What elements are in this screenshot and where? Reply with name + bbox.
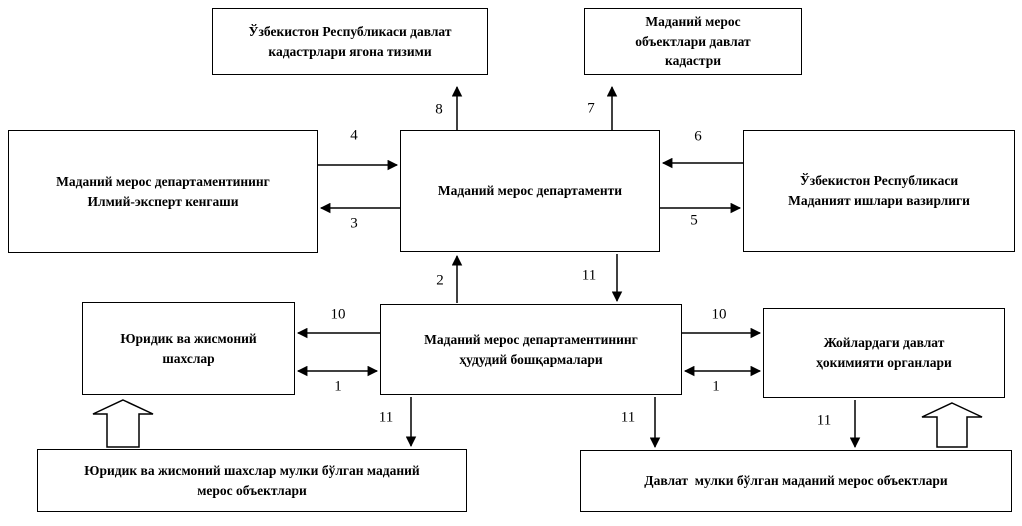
- arrow-label-11-center: 11: [620, 409, 636, 426]
- arrow-label-1-left: 1: [334, 378, 342, 395]
- box-unified-state-cadastre-system-label: Ўзбекистон Республикаси давлат кадастрлари ягона тизими: [248, 23, 455, 59]
- box-private-heritage-objects: [37, 449, 467, 512]
- arrow-label-2: 2: [436, 272, 444, 289]
- box-cultural-heritage-department: [400, 130, 660, 252]
- box-private-heritage-objects-label: Юридик ва жисмоний шахслар мулки бўлган маданий мерос объектлари: [84, 462, 424, 498]
- arrow-label-7: 7: [587, 100, 595, 117]
- box-unified-state-cadastre-system: [212, 8, 488, 75]
- arrow-label-10-left: 10: [330, 306, 346, 323]
- block-arrow-up-right-icon: [922, 403, 982, 447]
- arrow-label-4: 4: [350, 127, 358, 144]
- box-state-heritage-objects: [580, 450, 1012, 512]
- box-local-state-authorities-label: Жойлардаги давлат ҳокимияти органлари: [816, 335, 952, 370]
- arrow-label-3: 3: [350, 215, 358, 232]
- box-legal-and-physical-persons: [82, 302, 295, 395]
- box-scientific-expert-council-label: Маданий мерос департаментининг Илмий-эксперт кенгаши: [56, 173, 274, 209]
- box-cultural-heritage-department-label: Маданий мерос департаменти: [437, 183, 623, 199]
- box-ministry-of-cultural-affairs-label: Ўзбекистон Республикаси Маданият ишлари вазирлиги: [788, 173, 970, 208]
- arrow-label-5: 5: [690, 212, 698, 229]
- box-legal-and-physical-persons-label: Юридик ва жисмоний шахслар: [120, 330, 261, 366]
- arrow-label-10-right: 10: [711, 306, 727, 323]
- box-state-heritage-objects-label: Давлат мулки бўлган маданий мерос объектлари: [644, 473, 948, 489]
- arrow-label-8: 8: [435, 101, 443, 118]
- block-arrow-up-left-icon: [93, 400, 153, 447]
- box-local-state-authorities: [763, 308, 1005, 398]
- box-ministry-of-cultural-affairs: [743, 130, 1015, 252]
- arrow-label-11-right: 11: [816, 412, 832, 429]
- box-scientific-expert-council: [8, 130, 318, 253]
- box-heritage-objects-state-cadastre-label: Маданий мерос объектлари давлат кадастри: [635, 14, 755, 69]
- arrow-label-11-left: 11: [378, 409, 394, 426]
- arrow-label-11-mid: 11: [581, 267, 597, 284]
- box-territorial-departments-label: Маданий мерос департаментининг ҳудудий бошқармалари: [424, 331, 642, 367]
- box-territorial-departments: [380, 304, 682, 395]
- arrow-label-1-right: 1: [712, 378, 720, 395]
- box-heritage-objects-state-cadastre: [584, 8, 802, 75]
- arrow-label-6: 6: [694, 128, 702, 145]
